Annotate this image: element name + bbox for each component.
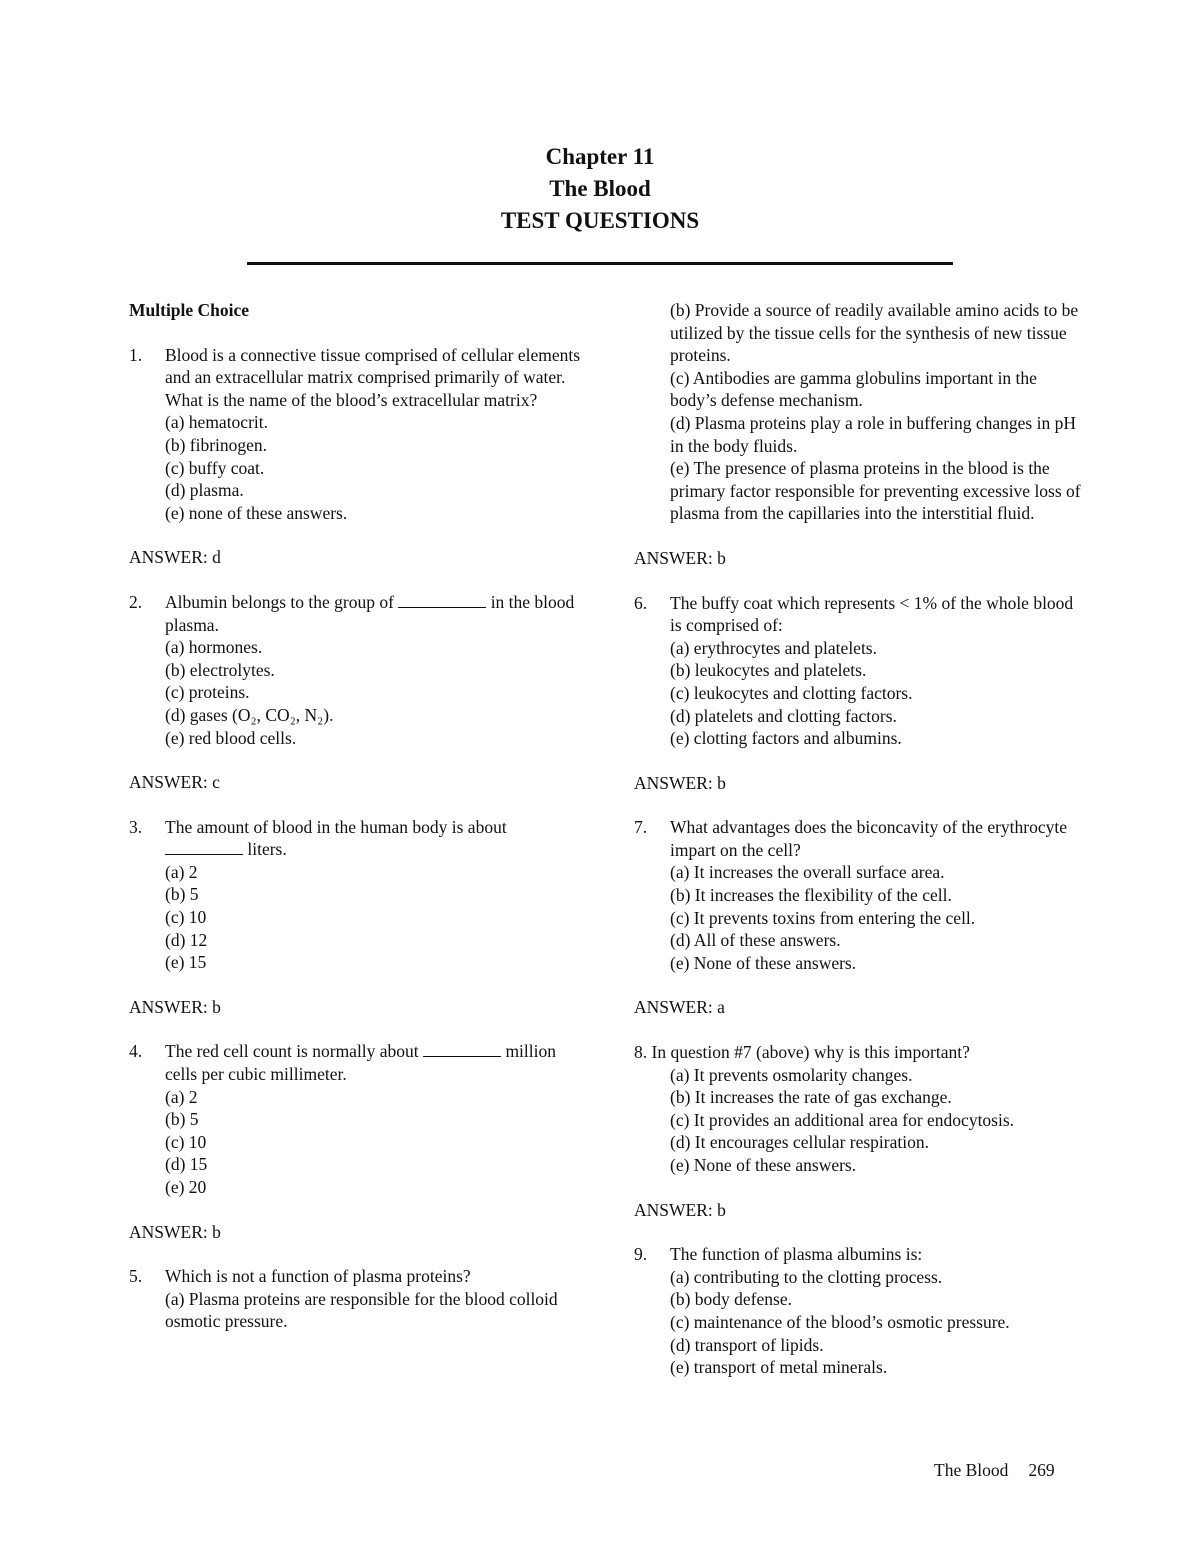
- page-number: 269: [1028, 1460, 1055, 1480]
- question-stem: [165, 1040, 589, 1085]
- answer: ANSWER: b: [129, 1221, 221, 1242]
- chapter-title: The Blood: [549, 176, 651, 201]
- option: (b) Provide a source of readily available amino acids to be utilized by the tissue cells for the synthesis of new tissue proteins.: [670, 300, 1079, 366]
- option: (e) None of these answers.: [670, 952, 857, 973]
- option: (e) The presence of plasma proteins in the blood is the primary factor responsible for preventing excessive loss of plasma from the capillaries into the interstitial fluid.: [670, 458, 1081, 524]
- question-8: [634, 1041, 1084, 1177]
- option: (d) It encourages cellular respiration.: [670, 1132, 929, 1153]
- question-number: 3.: [129, 816, 143, 837]
- question-5-continued: [634, 299, 1084, 525]
- option: (c) leukocytes and clotting factors.: [670, 682, 913, 703]
- option: (b) leukocytes and platelets.: [670, 660, 867, 681]
- question-5: [129, 1265, 589, 1333]
- question-1: [129, 344, 589, 525]
- option: (a) 2: [165, 1086, 198, 1107]
- stem-text: The red cell count is normally about: [165, 1041, 424, 1062]
- option: (e) 15: [165, 952, 207, 973]
- option: (c) maintenance of the blood’s osmotic pressure.: [670, 1311, 1010, 1332]
- option: (c) 10: [165, 1131, 207, 1152]
- question-number: 2.: [129, 591, 143, 612]
- question-stem: [165, 591, 589, 636]
- footer-label: The Blood: [934, 1460, 1009, 1480]
- option: (b) 5: [165, 884, 199, 905]
- answer: ANSWER: c: [129, 772, 220, 793]
- option: (c) It prevents toxins from entering the cell.: [670, 907, 976, 928]
- left-column: [129, 299, 589, 1333]
- fill-in-blank: [423, 1040, 501, 1057]
- option: (c) proteins.: [165, 682, 250, 703]
- option: (c) It provides an additional area for endocytosis.: [670, 1109, 1015, 1130]
- option: (e) none of these answers.: [165, 502, 348, 523]
- option: (a) contributing to the clotting process.: [670, 1266, 943, 1287]
- answer: ANSWER: d: [129, 547, 221, 568]
- question-2: [129, 591, 589, 749]
- option: (a) It prevents osmolarity changes.: [670, 1064, 913, 1085]
- option: (b) 5: [165, 1109, 199, 1130]
- option: (a) hematocrit.: [165, 412, 269, 433]
- question-stem: [165, 816, 589, 861]
- option: (b) It increases the flexibility of the cell.: [670, 885, 952, 906]
- question-9: [634, 1243, 1084, 1379]
- question-stem: [634, 1041, 1084, 1064]
- question-6: [634, 592, 1084, 750]
- option: (d) Plasma proteins play a role in buffering changes in pH in the body fluids.: [670, 412, 1076, 456]
- chapter-number: Chapter 11: [545, 144, 655, 169]
- question-number: 5.: [129, 1266, 143, 1287]
- question-stem: What advantages does the biconcavity of the erythrocyte impart on the cell?: [670, 817, 1067, 860]
- question-number: 6.: [634, 592, 648, 613]
- question-number: 8.: [634, 1042, 648, 1063]
- option: (b) body defense.: [670, 1289, 792, 1310]
- option: (a) Plasma proteins are responsible for the blood colloid osmotic pressure.: [165, 1288, 558, 1332]
- fill-in-blank: [165, 838, 243, 855]
- option: (e) clotting factors and albumins.: [670, 728, 902, 749]
- question-number: 7.: [634, 817, 648, 838]
- answer: ANSWER: b: [634, 547, 726, 568]
- option: (a) 2: [165, 861, 198, 882]
- answer: ANSWER: a: [634, 997, 725, 1018]
- option: (d) All of these answers.: [670, 930, 841, 951]
- stem-text: in the blood plasma.: [165, 591, 575, 635]
- chapter-subtitle: TEST QUESTIONS: [500, 208, 700, 233]
- question-4: [129, 1040, 589, 1198]
- option: (d) transport of lipids.: [670, 1334, 824, 1355]
- question-number: 9.: [634, 1244, 648, 1265]
- section-title: Multiple Choice: [129, 300, 250, 320]
- option: (e) transport of metal minerals.: [670, 1357, 888, 1378]
- option: (a) It increases the overall surface area.: [670, 862, 945, 883]
- question-stem: Which is not a function of plasma proteins?: [165, 1266, 471, 1287]
- option: (e) red blood cells.: [165, 727, 297, 748]
- stem-text: The amount of blood in the human body is about: [165, 816, 507, 837]
- option: (c) Antibodies are gamma globulins important in the body’s defense mechanism.: [670, 367, 1037, 411]
- question-3: [129, 816, 589, 974]
- option: (d) platelets and clotting factors.: [670, 705, 897, 726]
- option: (e) 20: [165, 1177, 207, 1197]
- question-number: 1.: [129, 344, 143, 365]
- option: (e) None of these answers.: [670, 1155, 857, 1175]
- stem-text: liters.: [243, 839, 287, 860]
- right-column: [634, 299, 1084, 1379]
- stem-text: million cells per cubic millimeter.: [165, 1041, 556, 1085]
- stem-text: Albumin belongs to the group of: [165, 591, 399, 612]
- option: (d) gases (O₂, CO₂, N₂).: [165, 704, 334, 725]
- option: (c) 10: [165, 907, 207, 928]
- option: (c) buffy coat.: [165, 457, 265, 478]
- option: (b) It increases the rate of gas exchange.: [670, 1087, 952, 1108]
- option: (d) plasma.: [165, 480, 244, 501]
- answer: ANSWER: b: [634, 1199, 726, 1220]
- option: (d) 12: [165, 929, 208, 950]
- page-footer: [934, 1460, 1055, 1481]
- option: (b) electrolytes.: [165, 659, 275, 680]
- fill-in-blank: [398, 591, 486, 608]
- answer: ANSWER: b: [129, 996, 221, 1017]
- question-number: 4.: [129, 1041, 143, 1062]
- question-stem: The function of plasma albumins is:: [670, 1244, 923, 1265]
- option: (b) fibrinogen.: [165, 434, 268, 455]
- option: (a) hormones.: [165, 637, 263, 658]
- question-stem: Blood is a connective tissue comprised of cellular elements and an extracellular matrix comprised primarily of water. What is the name of the blood’s extracellular matrix?: [165, 344, 581, 410]
- option: (d) 15: [165, 1154, 208, 1175]
- chapter-header: [0, 141, 1200, 237]
- answer: ANSWER: b: [634, 772, 726, 793]
- question-7: [634, 816, 1084, 974]
- header-divider: [247, 262, 953, 265]
- stem-text: In question #7 (above) why is this important?: [651, 1042, 970, 1063]
- option: (a) erythrocytes and platelets.: [670, 637, 877, 658]
- question-stem: The buffy coat which represents < 1% of the whole blood is comprised of:: [670, 592, 1074, 636]
